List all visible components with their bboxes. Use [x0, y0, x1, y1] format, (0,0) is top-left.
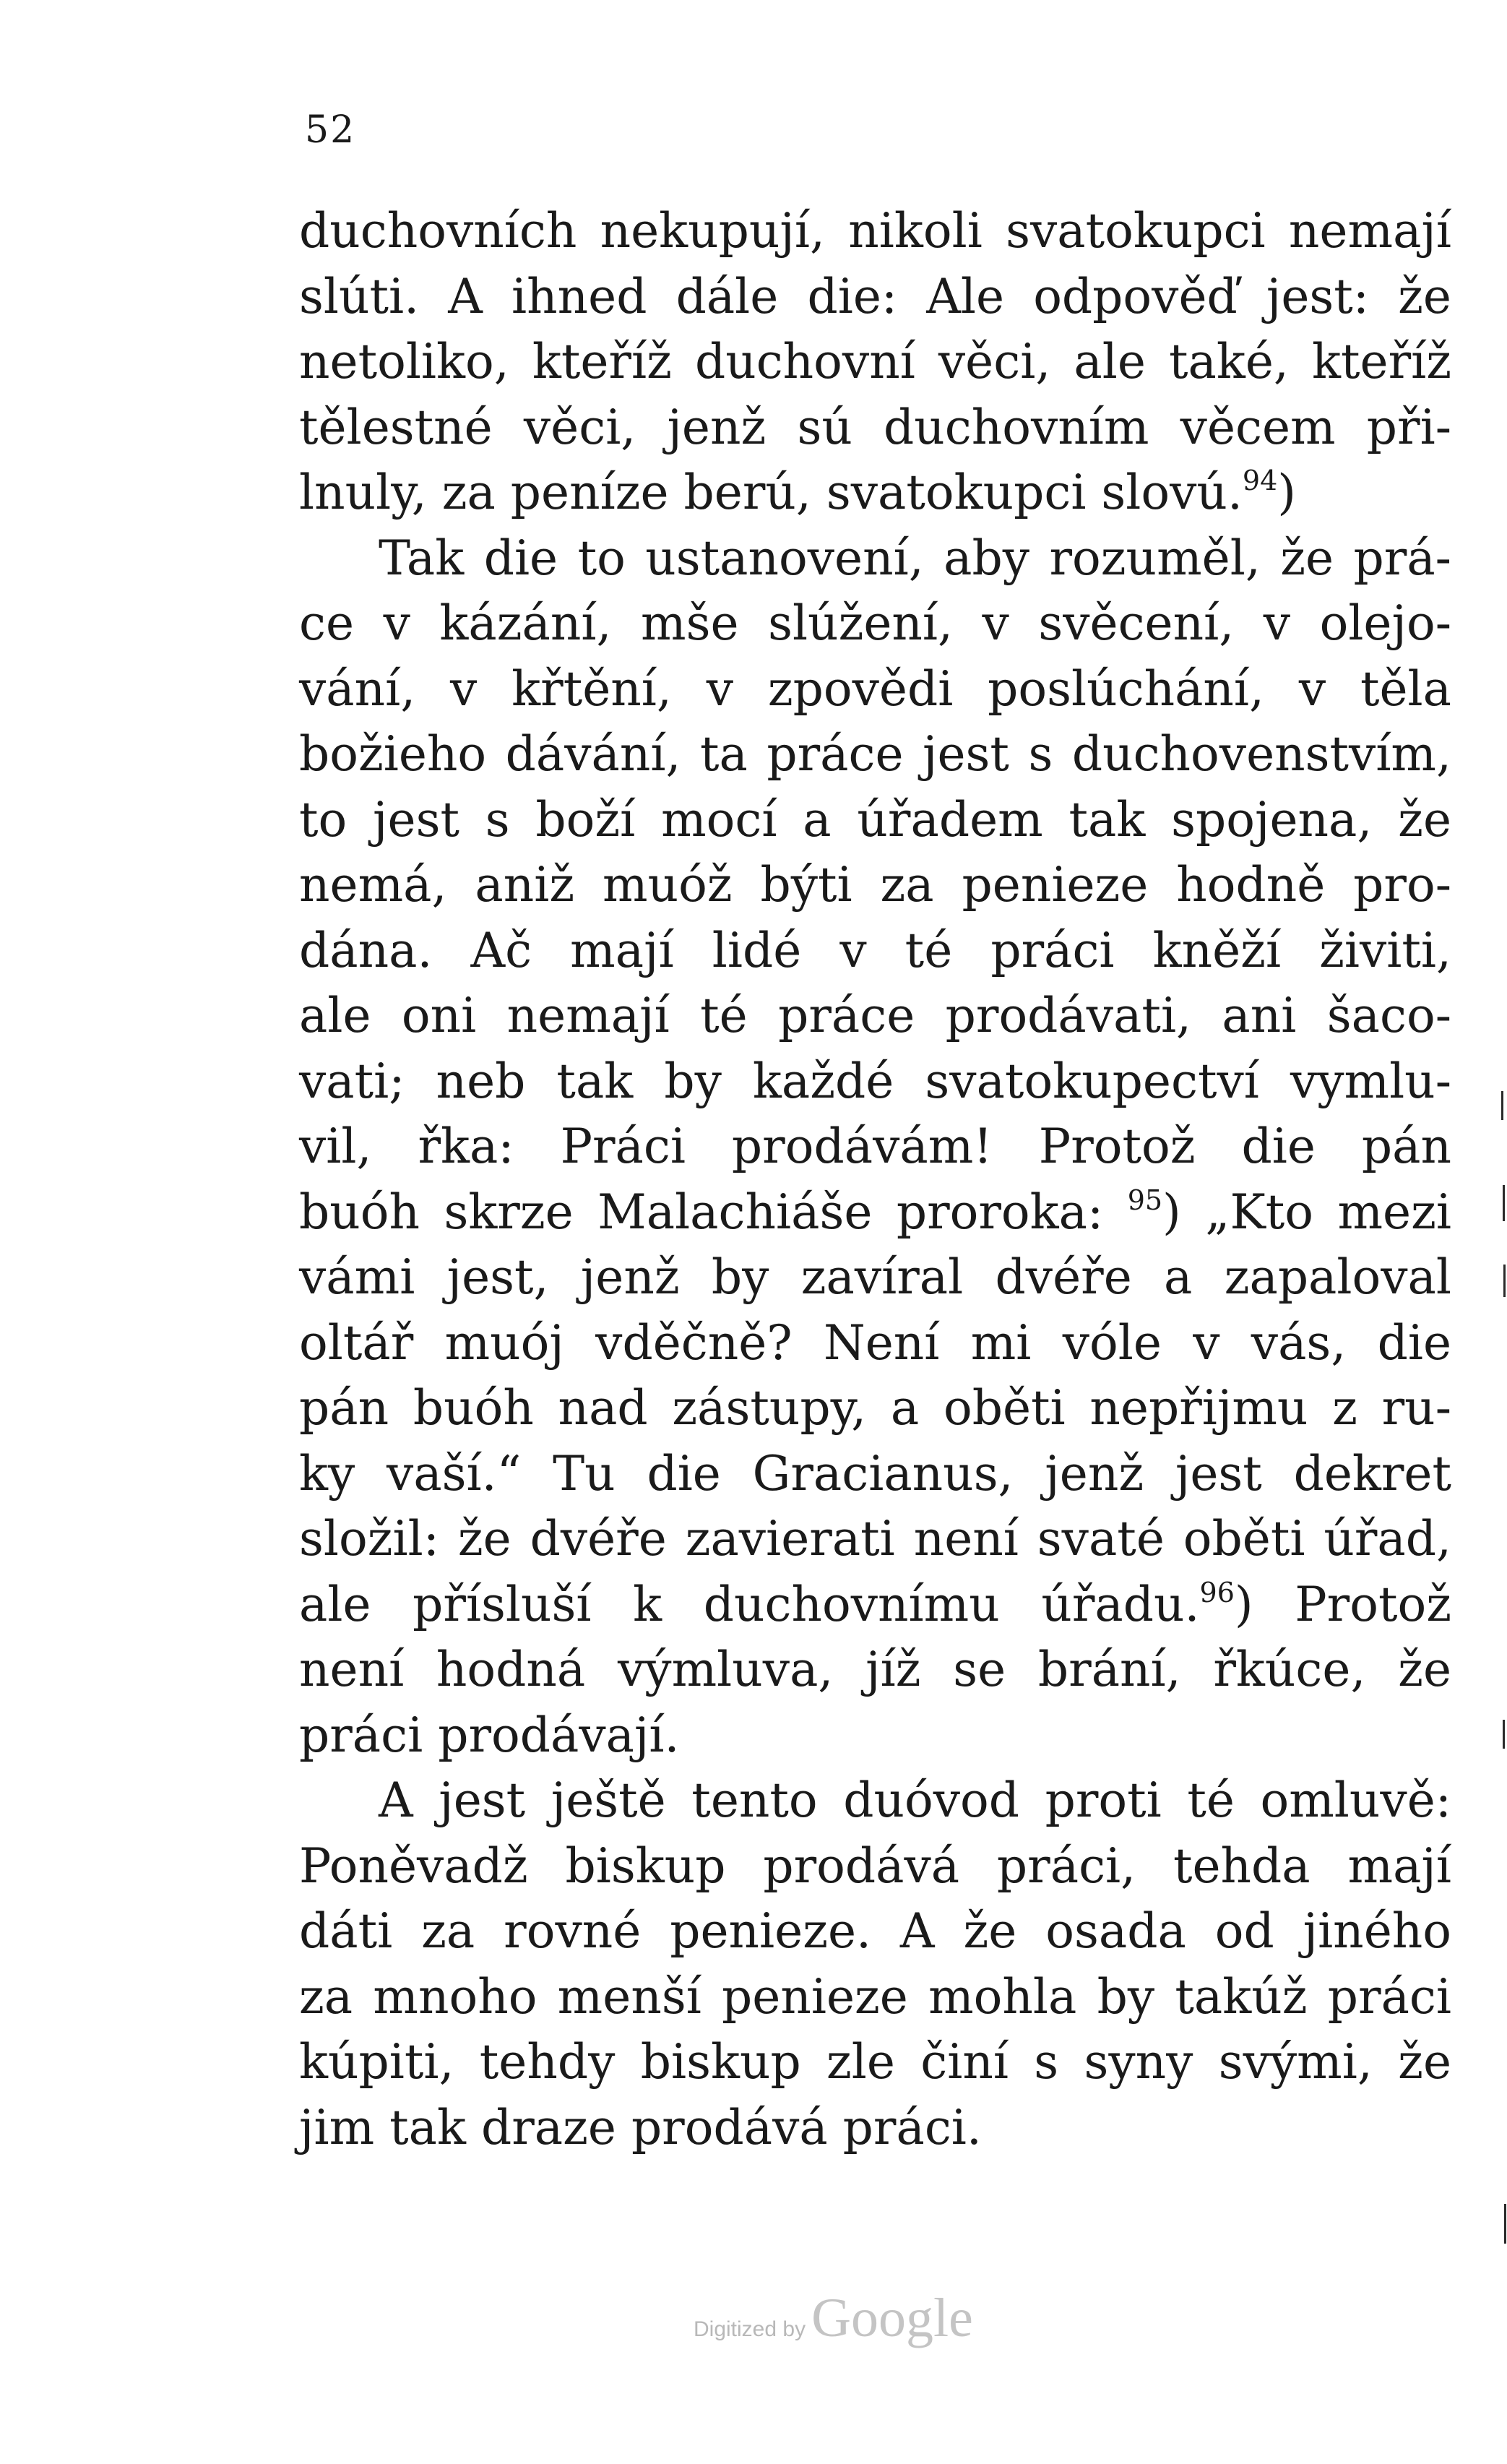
- scan-edge-mark: [1503, 1265, 1506, 1297]
- text-line: [299, 657, 1451, 723]
- text-line: [299, 1507, 1451, 1572]
- text-line: [299, 2030, 1451, 2095]
- text-segment: ): [1277, 465, 1297, 520]
- footnote-reference: 95: [1127, 1184, 1163, 1216]
- text-line: [299, 1637, 1451, 1703]
- text-segment: pán buóh nad zástupy, a oběti nepřijmu z ru-: [299, 1380, 1451, 1436]
- text-segment: nemá, aniž muóž býti za penieze hodně pro-: [299, 857, 1451, 913]
- text-segment: slúti. A ihned dále die: Ale odpověď jest: že: [299, 268, 1451, 324]
- text-line: [299, 788, 1451, 853]
- text-line: [299, 1311, 1451, 1377]
- text-line: [299, 983, 1451, 1049]
- text-segment: buóh skrze Malachiáše proroka:: [299, 1184, 1128, 1240]
- text-line: [299, 853, 1451, 918]
- text-segment: duchovních nekupují, nikoli svatokupci nemají: [299, 203, 1451, 259]
- text-segment: není hodná výmluva, jíž se brání, řkúce, že: [299, 1642, 1451, 1697]
- text-line: [299, 591, 1451, 657]
- text-segment: A jest ještě tento duóvod proti té omluvě:: [379, 1772, 1451, 1828]
- text-segment: božieho dávání, ta práce jest s duchovenstvím,: [299, 726, 1451, 782]
- google-logo: Google: [811, 2288, 973, 2348]
- text-line: [299, 1114, 1451, 1180]
- text-line: [299, 1703, 1451, 1769]
- text-line: [299, 329, 1451, 395]
- text-line: [299, 1768, 1451, 1834]
- text-line: [299, 1180, 1451, 1246]
- google-watermark: [694, 2287, 973, 2350]
- text-line: [299, 1245, 1451, 1311]
- text-segment: netoliko, kteříž duchovní věci, ale také, kteříž: [299, 334, 1451, 389]
- text-line: [299, 264, 1451, 330]
- text-segment: tělestné věci, jenž sú duchovním věcem při-: [299, 399, 1451, 455]
- text-segment: vil, řka: Práci prodávám! Protož die pán: [299, 1119, 1451, 1174]
- text-segment: za mnoho menší penieze mohla by takúž práci: [299, 1968, 1451, 2025]
- text-segment: oltář muój vděčně? Není mi vóle v vás, die: [299, 1314, 1451, 1371]
- text-segment: vati; neb tak by každé svatokupectví vymlu-: [299, 1053, 1451, 1109]
- text-line: [299, 1572, 1451, 1638]
- text-segment: ) „Kto mezi: [1162, 1184, 1451, 1240]
- text-segment: to jest s boží mocí a úřadem tak spojena, že: [299, 791, 1451, 848]
- text-segment: ale přísluší k duchovnímu úřadu.: [299, 1576, 1200, 1632]
- text-segment: Tak die to ustanovení, aby rozuměl, že prá-: [379, 530, 1451, 586]
- text-line: [299, 1965, 1451, 2030]
- scan-edge-mark: [1503, 1185, 1505, 1221]
- text-segment: práci prodávají.: [299, 1707, 680, 1763]
- text-line: [299, 1442, 1451, 1507]
- text-line: [299, 1834, 1451, 1900]
- text-segment: dána. Ač mají lidé v té práci kněží živiti,: [299, 922, 1451, 978]
- body-text: [299, 199, 1451, 2161]
- text-segment: Poněvadž biskup prodává práci, tehda mají: [299, 1838, 1451, 1894]
- scan-edge-mark: [1501, 1091, 1503, 1120]
- text-segment: vámi jest, jenž by zavíral dvéře a zapaloval: [299, 1249, 1451, 1305]
- text-segment: vání, v křtění, v zpovědi poslúchání, v těla: [299, 660, 1451, 717]
- text-segment: lnuly, za peníze berú, svatokupci slovú.: [299, 465, 1243, 520]
- text-segment: jim tak draze prodává práci.: [299, 2099, 982, 2155]
- text-line: [299, 1049, 1451, 1115]
- text-line: [299, 460, 1451, 526]
- scan-edge-mark: [1503, 1720, 1505, 1749]
- text-line: [299, 1899, 1451, 1965]
- text-line: [299, 199, 1451, 264]
- page-number: 52: [305, 108, 356, 152]
- text-line: [299, 1376, 1451, 1442]
- text-segment: ) Protož: [1234, 1576, 1451, 1632]
- text-line: [299, 2095, 1451, 2161]
- text-segment: ky vaší.“ Tu die Gracianus, jenž jest dekret: [299, 1445, 1451, 1502]
- text-segment: kúpiti, tehdy biskup zle činí s syny svými, že: [299, 2034, 1451, 2090]
- text-line: [299, 526, 1451, 592]
- text-line: [299, 722, 1451, 788]
- text-segment: složil: že dvéře zavierati není svaté oběti úřad,: [299, 1511, 1451, 1567]
- text-line: [299, 918, 1451, 984]
- watermark-prefix: Digitized by: [694, 2317, 806, 2341]
- footnote-reference: 94: [1242, 465, 1278, 496]
- footnote-reference: 96: [1199, 1576, 1235, 1608]
- scan-edge-mark: [1504, 2204, 1506, 2244]
- text-line: [299, 395, 1451, 461]
- text-segment: dáti za rovné penieze. A že osada od jiného: [299, 1903, 1451, 1959]
- text-segment: ce v kázání, mše slúžení, v svěcení, v olejo-: [299, 595, 1451, 651]
- text-segment: ale oni nemají té práce prodávati, ani šaco-: [299, 988, 1451, 1043]
